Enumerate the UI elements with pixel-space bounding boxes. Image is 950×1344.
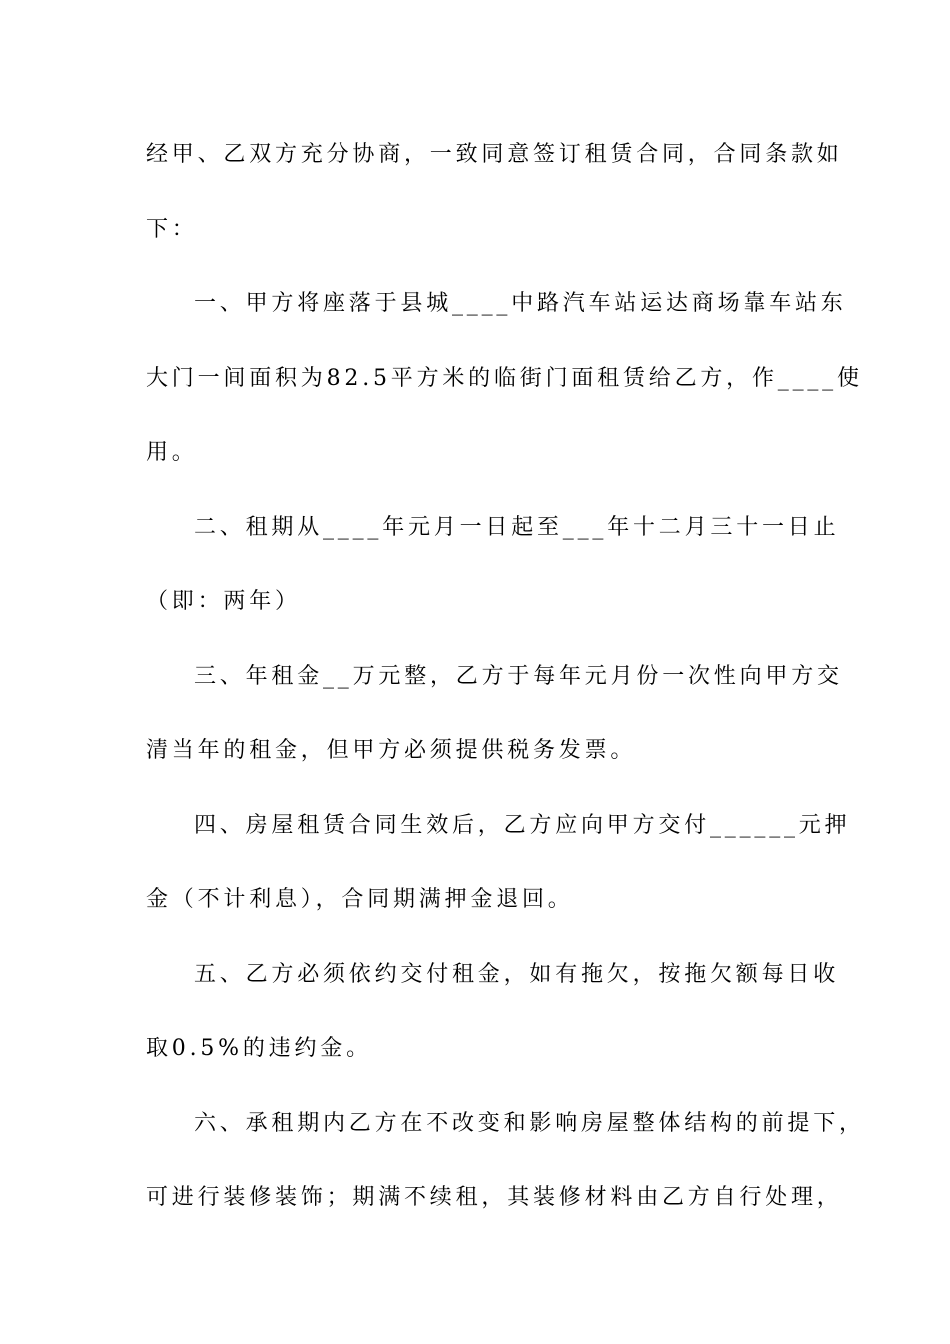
clause-6-line: 六、承租期内乙方在不改变和影响房屋整体结构的前提下， bbox=[194, 1110, 865, 1136]
text-line: 经甲、乙双方充分协商，一致同意签订租赁合同，合同条款如 bbox=[146, 142, 843, 167]
text-line: 金（不计利息），合同期满押金退回。 bbox=[146, 887, 574, 912]
clause-1-line: 一、甲方将座落于县城____中路汽车站运达商场靠车站东 bbox=[194, 291, 847, 316]
text-line: 大门一间面积为82.5平方米的临街门面租赁给乙方，作____使 bbox=[146, 365, 863, 391]
clause-2-line: 二、租期从____年元月一日起至___年十二月三十一日止 bbox=[194, 514, 840, 540]
clause-3-line: 三、年租金__万元整，乙方于每年元月份一次性向甲方交 bbox=[194, 663, 843, 689]
contract-body bbox=[146, 118, 865, 1236]
text-line: （即：两年） bbox=[146, 589, 301, 614]
text-line: 可进行装修装饰；期满不续租，其装修材料由乙方自行处理， bbox=[146, 1185, 843, 1210]
text-line: 清当年的租金，但甲方必须提供税务发票。 bbox=[146, 738, 637, 763]
text-line: 取0.5%的违约金。 bbox=[146, 1036, 372, 1061]
clause-4-line: 四、房屋租赁合同生效后，乙方应向甲方交付______元押 bbox=[194, 812, 851, 838]
clause-5-line: 五、乙方必须依约交付租金，如有拖欠，按拖欠额每日收 bbox=[194, 961, 840, 987]
text-line: 用。 bbox=[146, 440, 198, 465]
text-line: 下： bbox=[146, 216, 198, 242]
